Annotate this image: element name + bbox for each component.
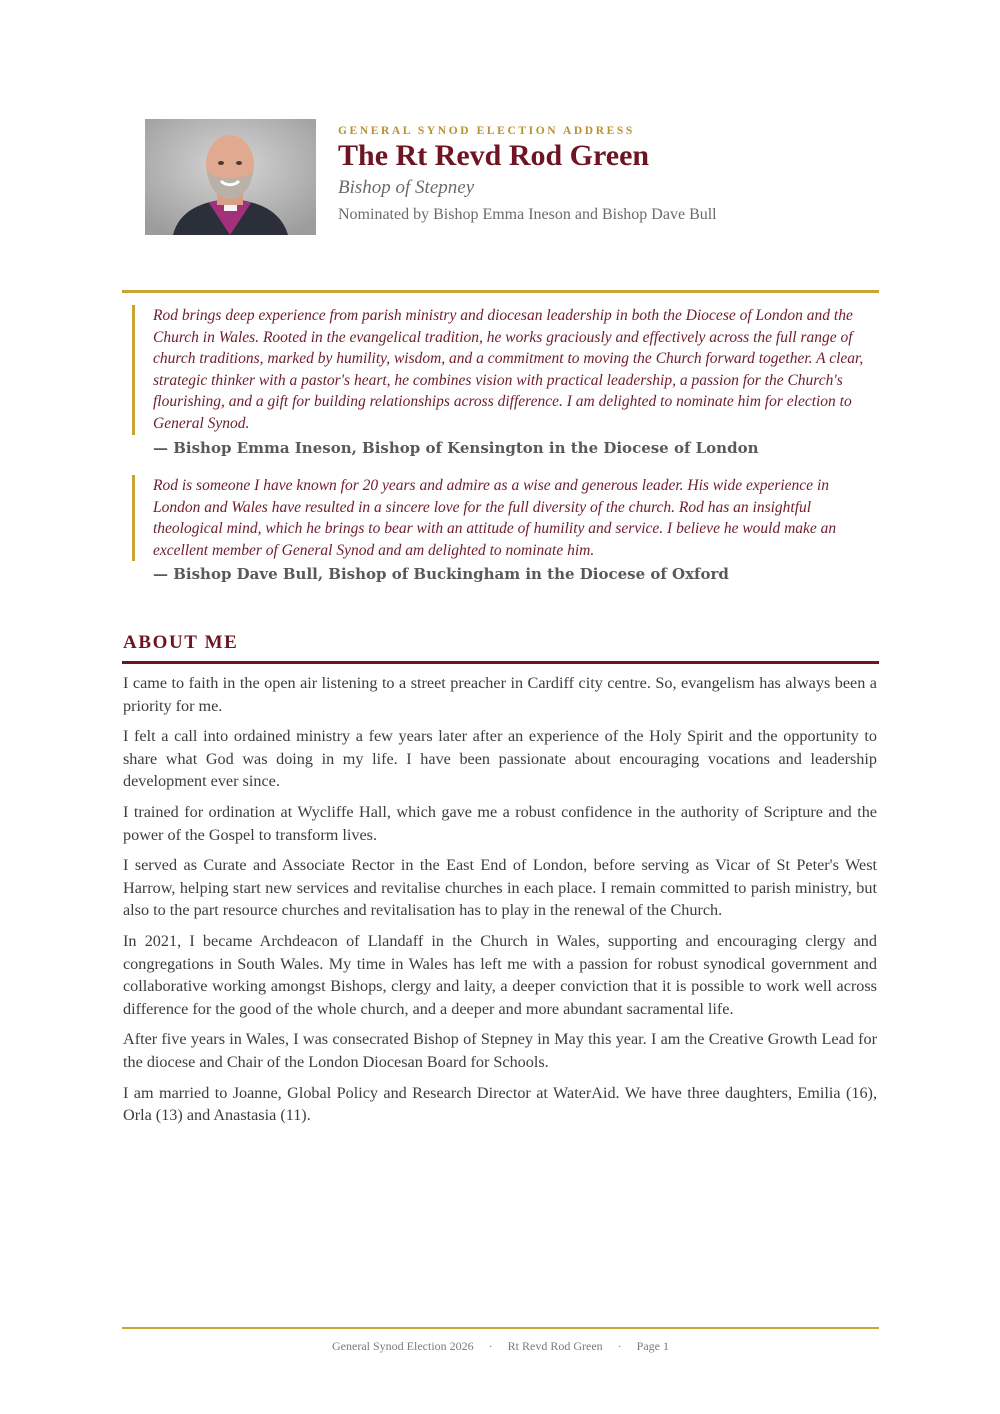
quote-text: Rod is someone I have known for 20 years and admire as a wise and generous leader. His wide experience in London and Wales have resulted in a sincere love for the full diversity of the church. Rod has an insightful theological mind, which he brings to bear with an attitude of humility and service. I believe he would make an excellent member of General Synod and am delighted to nominate him. (153, 477, 837, 559)
nomination-quote-1 (132, 305, 878, 459)
nomination-quote-2 (132, 475, 878, 585)
footer-separator: · (617, 1339, 622, 1353)
quote-bar (132, 305, 135, 435)
footer-divider (122, 1327, 879, 1329)
footer-separator: · (488, 1339, 493, 1353)
nominators-line: Nominated by Bishop Emma Ineson and Bishop Dave Bull (338, 206, 717, 223)
about-divider (122, 661, 879, 664)
about-heading: ABOUT ME (123, 632, 239, 653)
about-paragraph: In 2021, I became Archdeacon of Llandaff in the Church in Wales, supporting and encouraging clergy and congregations in South Wales. My time in Wales has left me with a passion for robust synodical government and collaborative working amongst Bishops, clergy and laity, a deeper conviction that it is possible to work well across difference for the good of the whole church, and a deeper and more abundant sacramental life. (123, 931, 877, 1018)
about-paragraph: I served as Curate and Associate Rector in the East End of London, before serving as Vicar of St Peter's West Harrow, helping start new services and revitalise churches in each place. I remain committed to parish ministry, but also to the part resource churches and revitalisation has to play in the renewal of the Church. (123, 856, 877, 920)
candidate-name: The Rt Revd Rod Green (338, 139, 650, 172)
about-paragraph: I came to faith in the open air listening to a street preacher in Cardiff city centre. So, evangelism has always been a priority for me. (123, 674, 877, 715)
about-body (123, 672, 877, 1135)
footer-page-number: Page 1 (636, 1339, 669, 1353)
about-paragraph: I trained for ordination at Wycliffe Hall, which gave me a robust confidence in the authority of Scripture and the power of the Gospel to transform lives. (123, 802, 877, 844)
quote-text: Rod brings deep experience from parish ministry and diocesan leadership in both the Diocese of London and the Church in Wales. Rooted in the evangelical tradition, he works graciously and effectively across the full range of church traditions, marked by humility, wisdom, and a commitment to moving the Church forward together. A clear, strategic thinker with a pastor's heart, he combines vision with practical leadership, a passion for the Church's flourishing, and a gift for building relationships across difference. I am delighted to nominate him for election to General Synod. (153, 307, 864, 432)
header-text (338, 119, 888, 226)
about-paragraph: I am married to Joanne, Global Policy and Research Director at WaterAid. We have three daughters, Emilia (16), Orla (13) and Anastasia (11). (123, 1083, 877, 1125)
page-footer (122, 1339, 879, 1354)
candidate-photo (145, 119, 316, 235)
header-divider (122, 290, 879, 293)
footer-election: General Synod Election 2026 (332, 1339, 474, 1353)
quote-bar (132, 475, 135, 561)
about-paragraph: I felt a call into ordained ministry a few years later after an experience of the Holy Spirit and the opportunity to share what God was doing in my life. I have been passionate about encouraging vocations and leadership development ever since. (123, 727, 877, 791)
candidate-header (145, 119, 885, 237)
quote-attribution: — Bishop Emma Ineson, Bishop of Kensington in the Diocese of London (153, 438, 759, 457)
quote-attribution: — Bishop Dave Bull, Bishop of Buckingham in the Diocese of Oxford (153, 565, 729, 584)
footer-candidate: Rt Revd Rod Green (507, 1339, 603, 1353)
document-eyebrow: GENERAL SYNOD ELECTION ADDRESS (338, 125, 635, 137)
about-paragraph: After five years in Wales, I was consecrated Bishop of Stepney in May this year. I am the Creative Growth Lead for the diocese and Chair of the London Diocesan Board for Schools. (123, 1030, 877, 1071)
candidate-role: Bishop of Stepney (338, 177, 475, 198)
